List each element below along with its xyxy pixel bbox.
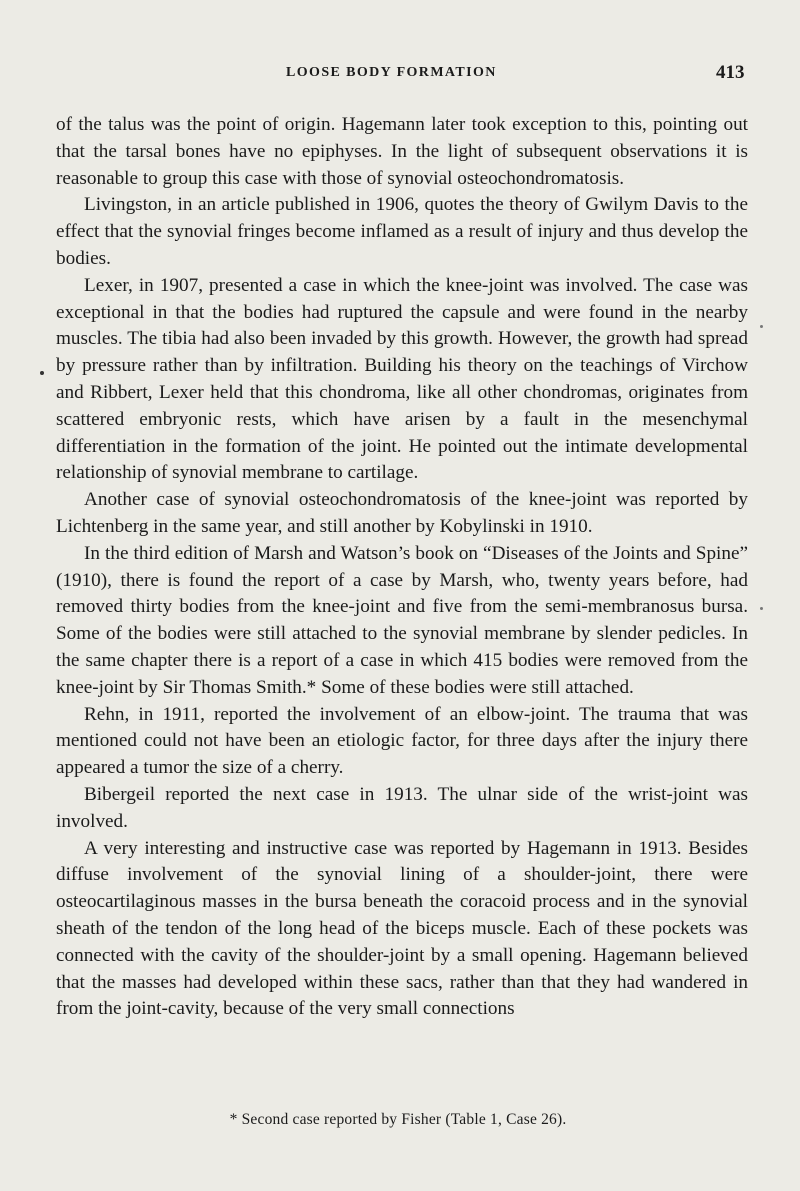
running-head-title: LOOSE BODY FORMATION xyxy=(286,65,497,80)
footnote-text: * Second case reported by Fisher (Table 1, Case 26). xyxy=(229,1111,567,1128)
running-head xyxy=(0,62,800,86)
paragraph: Another case of synovial osteochondromatosis of the knee-joint was reported by Lichtenberg in the same year, and still another by Kobylinski in 1910. xyxy=(56,489,748,537)
paragraph: Rehn, in 1911, reported the involvement of an elbow-joint. The trauma that was mentioned could not have been an etiologic factor, for three days after the injury there appeared a tumor the size of a cherry. xyxy=(56,703,748,779)
page-number: 413 xyxy=(716,62,745,83)
paragraph: Bibergeil reported the next case in 1913. The ulnar side of the wrist-joint was involved. xyxy=(56,783,748,832)
paragraph-continued: of the talus was the point of origin. Hagemann later took exception to this, pointing out that the tarsal bones have no epiphyses. In the light of subsequent observations it is reasonable to group this case with those of synovial osteochondromatosis. xyxy=(56,114,748,189)
paragraph: A very interesting and instructive case was reported by Hagemann in 1913. Besides diffuse involvement of the synovial lining of a shoulder-joint, there were osteocartilaginous masses in the bursa beneath the coracoid process and in the synovial sheath of the tendon of the long head of the biceps muscle. Each of these pockets was connected with the cavity of the shoulder-joint by a small opening. Hagemann believed that the masses had developed within these sacs, rather than that they had wandered in from the joint-cavity, because of the very small connections xyxy=(56,837,748,1020)
margin-mark xyxy=(40,371,44,375)
margin-mark xyxy=(760,607,763,610)
paragraph: Lexer, in 1907, presented a case in which the knee-joint was involved. The case was exceptional in that the bodies had ruptured the capsule and were found in the nearby muscles. The tibia had also been invaded by this growth. However, the growth had spread by pressure rather than by infiltration. Building his theory on the teachings of Virchow and Ribbert, Lexer held that this chondroma, like all other chondromas, originates from scattered embryonic rests, which have arisen by a fault in the mesenchymal differentiation in the formation of the joint. He pointed out the intimate developmental relationship of synovial membrane to cartilage. xyxy=(56,274,748,484)
footnote xyxy=(0,1111,800,1129)
body-text xyxy=(56,112,748,1023)
paragraph: In the third edition of Marsh and Watson’s book on “Diseases of the Joints and Spine” (1910), there is found the report of a case by Marsh, who, twenty years before, had removed thirty bodies from the knee-joint and five from the semi-membranosus bursa. Some of the bodies were still attached to the synovial membrane by slender pedicles. In the same chapter there is a report of a case in which 415 bodies were removed from the knee-joint by Sir Thomas Smith.* Some of these bodies were still attached. xyxy=(56,542,748,698)
margin-mark xyxy=(760,325,763,328)
paragraph: Livingston, in an article published in 1906, quotes the theory of Gwilym Davis to the effect that the synovial fringes become inflamed as a result of injury and thus develop the bodies. xyxy=(56,194,748,269)
